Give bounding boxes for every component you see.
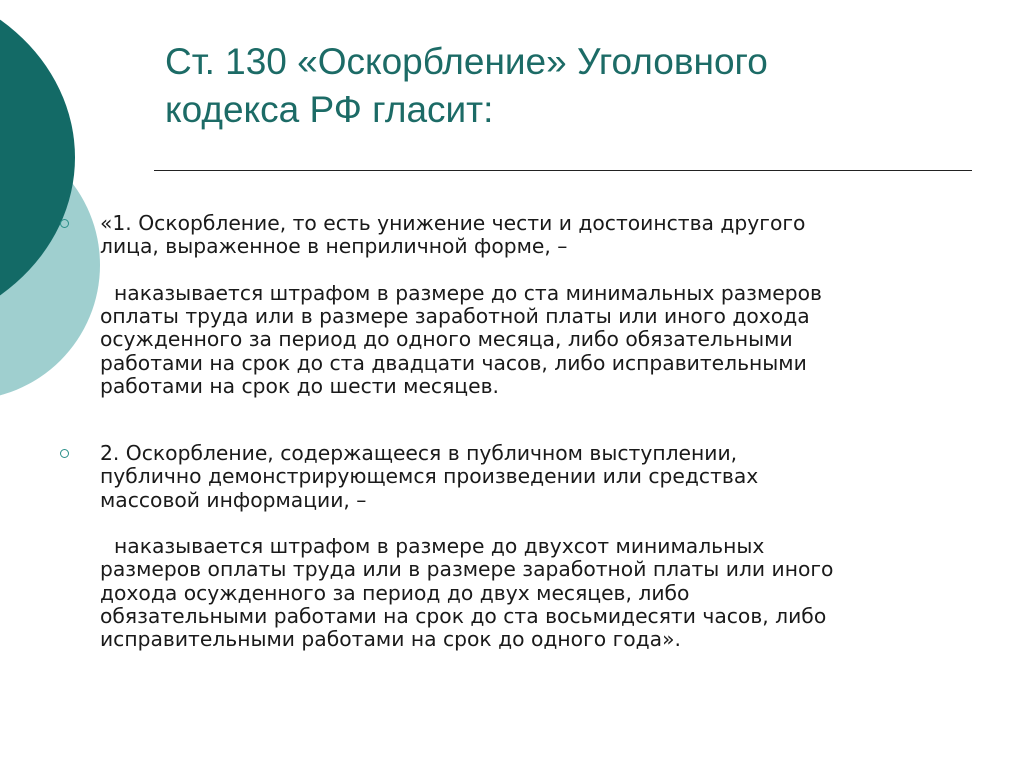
slide-title: [165, 38, 985, 134]
list-item-part-1: [60, 212, 1000, 398]
text-line: дохода осужденного за период до двух месяцев, либо: [100, 580, 690, 605]
paragraph-penalty: [100, 535, 1000, 651]
circle-bullet-icon: [60, 219, 69, 228]
text-line: исправительными работами на срок до одного года».: [100, 627, 681, 652]
text-line: работами на срок до шести месяцев.: [100, 374, 499, 399]
text-line: наказывается штрафом в размере до ста минимальных размеров: [114, 280, 822, 305]
text-line: осужденного за период до одного месяца, либо обязательными: [100, 327, 793, 352]
list-item-part-2: [60, 442, 1000, 652]
slide-title-line-1: Ст. 130 «Оскорбление» Уголовного: [165, 41, 768, 82]
text-line: работами на срок до ста двадцати часов, либо исправительными: [100, 350, 807, 375]
text-line: размеров оплаты труда или в размере заработной платы или иного: [100, 557, 834, 582]
text-line: наказывается штрафом в размере до двухсот минимальных: [114, 534, 765, 559]
text-line: массовой информации, –: [100, 487, 367, 512]
text-line: обязательными работами на срок до ста восьмидесяти часов, либо: [100, 604, 827, 629]
text-line: публично демонстрирующемся произведении или средствах: [100, 464, 759, 489]
text-line: лица, выраженное в неприличной форме, –: [100, 234, 568, 259]
text-line: 2. Оскорбление, содержащееся в публичном выступлении,: [100, 441, 738, 465]
circle-bullet-icon: [60, 449, 69, 458]
slide-title-line-2: кодекса РФ гласит:: [165, 89, 494, 130]
paragraph-offense-definition: [100, 212, 1000, 259]
text-line: оплаты труда или в размере заработной платы или иного дохода: [100, 304, 810, 329]
title-divider: [154, 170, 972, 171]
paragraph-penalty: [100, 282, 1000, 398]
paragraph-offense-definition: [100, 442, 1000, 512]
text-line: «1. Оскорбление, то есть унижение чести и достоинства другого: [100, 211, 806, 235]
